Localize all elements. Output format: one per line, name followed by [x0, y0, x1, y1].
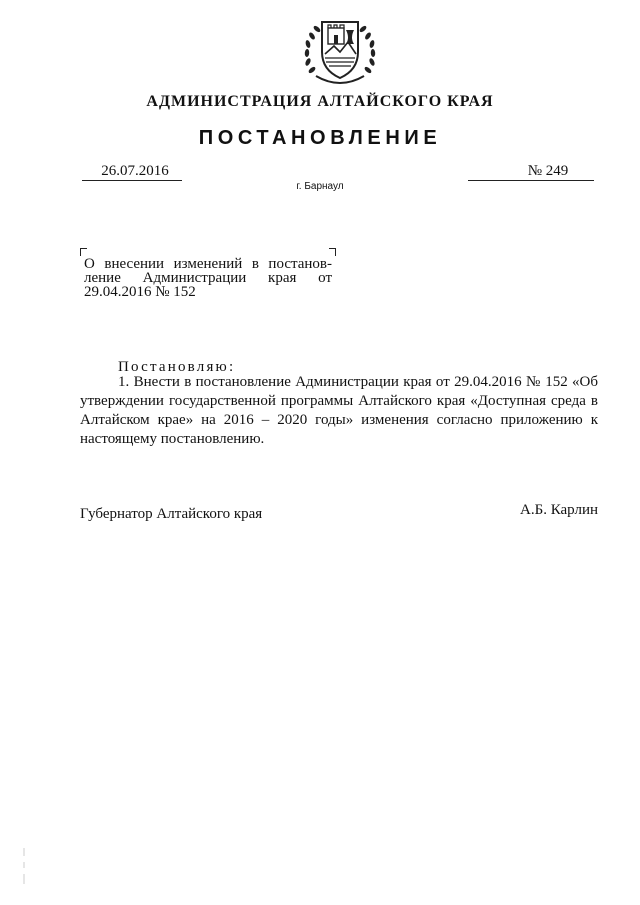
subject-line: 29.04.2016 № 152	[84, 284, 196, 300]
document-number: № 249	[468, 162, 594, 181]
organization-title: АДМИНИСТРАЦИЯ АЛТАЙСКОГО КРАЯ	[146, 93, 494, 110]
document-date: 26.07.2016	[82, 162, 182, 181]
document-type-heading: ПОСТАНОВЛЕНИЕ	[198, 127, 442, 149]
scan-artifact-icon	[22, 848, 26, 884]
coat-of-arms-icon	[298, 8, 382, 92]
signatory-name: А.Б. Карлин	[520, 502, 599, 518]
subject-line: О внесении изменений в постанов-	[84, 256, 332, 272]
subject-line: ление Администрации края от	[84, 270, 332, 286]
subject-corner-right-icon	[329, 248, 336, 256]
signatory-title: Губернатор Алтайского края	[80, 506, 263, 522]
body-paragraph: 1. Внести в постановление Администрации края от 29.04.2016 № 152 «Об утверждении государственной программы Алтайского края «Доступная среда в Алтайском крае» на 2016 – 2020 годы» изменения согласно приложению к настоящему постановлению.	[80, 374, 598, 447]
subject-block	[84, 257, 332, 299]
document-city: г. Барнаул	[296, 181, 344, 192]
subject-corner-left-icon	[80, 248, 87, 256]
body-section	[80, 373, 598, 449]
resolve-word: Постановляю:	[118, 359, 236, 375]
